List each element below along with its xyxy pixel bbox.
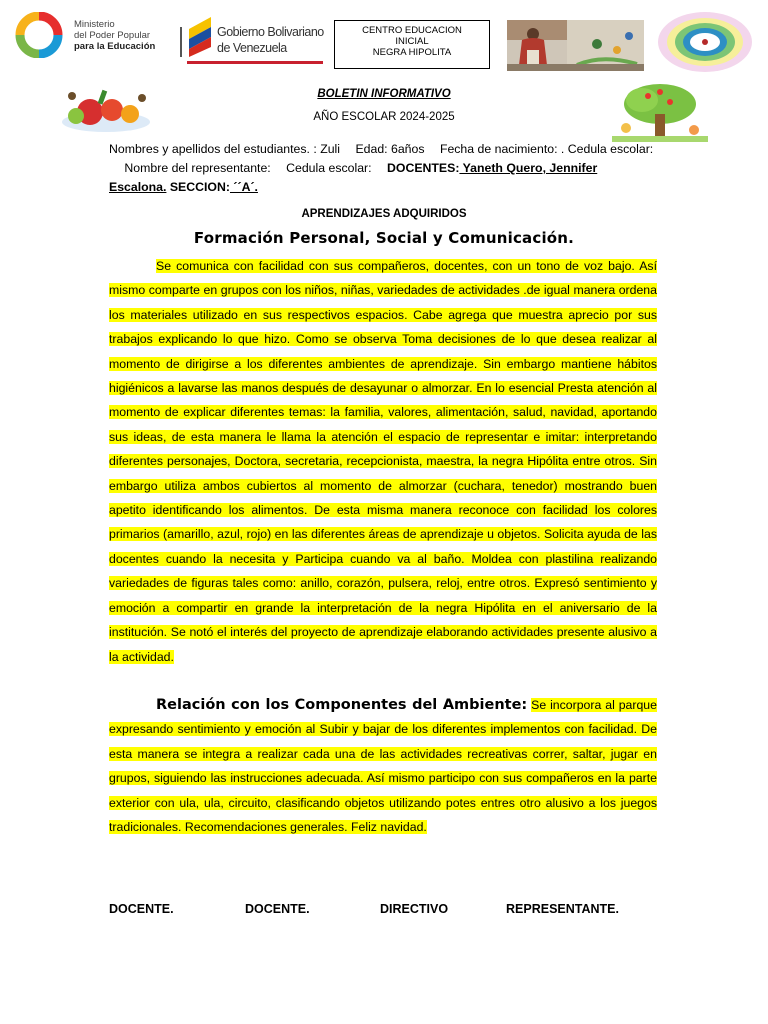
gobierno-red-bar bbox=[187, 61, 323, 64]
venezuela-flag-icon bbox=[187, 15, 213, 57]
ministerio-ring-icon bbox=[8, 12, 70, 58]
document-title: BOLETIN INFORMATIVO bbox=[317, 88, 451, 100]
area1-text: Se comunica con facilidad con sus compañeros, docentes, con un tono de voz bajo. Así mismo comparte en grupos con los niños, niñas, variedades de actividades .de igual manera ordena los materiales utilizado en sus respectivos espacios. Cabe agrega que muestra aprecio por sus trabajos explicando lo que hizo. Como se observa Toma decisiones de lo que desea realizar al momento de dirigirse a los diferentes ambientes de aprendizaje. Sin embargo mantiene hábitos higiénicos a lavarse las manos después de desayunar o almorzar. En lo esencial Presta atención al momento de explicar diferentes temas: la familia, valores, alimentación, salud, navidad, aportando sus ideas, de esta manera le llama la atención el espacio de representar e imitar: interpretando diferentes personajes, Doctora, secretaria, recepcionista, maestra, la negra Hipólita entre otros. Sin embargo utiliza ambos cubiertos al momento de almorzar (cuchara, tenedor) mostrando buen apetito identificando los alimentos. De esta misma manera reconoce con facilidad los colores primarios (amarillo, azul, rojo) en las diferentes áreas de aprendizaje u objetos. Solicita ayuda de las docentes cuando la necesita y Participa cuando va al baño. Moldea con plastilina realizando variedades de figuras tales como: anillo, corazón, pulsera, reloj, entre otros. Expresó sentimiento y emoción a compartir en grande la interpretación de la negra Hipólita en el aniversario de la institución. Se notó el interés del proyecto de aprendizaje elaborando actividades presente alusivo a la actividad. bbox=[109, 259, 657, 664]
teachers-names: Yaneth Quero, Jennifer Escalona. bbox=[109, 161, 598, 194]
school-logo bbox=[656, 10, 754, 75]
student-info bbox=[109, 140, 657, 197]
logo-divider bbox=[180, 27, 182, 57]
signature-directivo: DIRECTIVO bbox=[380, 902, 449, 916]
student-age: Edad: 6años bbox=[355, 142, 425, 156]
signature-docente-2: DOCENTE. bbox=[245, 902, 310, 916]
ministerio-line-3: para la Educación bbox=[74, 40, 156, 52]
representative-name: Nombre del representante: bbox=[124, 161, 271, 175]
section-value: ´´A´. bbox=[229, 180, 258, 194]
ministerio-line-2: del Poder Popular bbox=[74, 29, 151, 41]
school-name-line-1: CENTRO EDUCACION bbox=[362, 25, 462, 36]
area2-text: Se incorpora al parque expresando sentimiento y emoción al Subir y bajar de los diferentes implementos con facilidad. De esta manera se integra a realizar cada una de las actividades recreativas correr, saltar, jugar en grupos, siguiendo las instrucciones adecuada. Así mismo participo con sus compañeros en la parte exterior con ula, ula, circuito, clasificando objetos utilizando potes entres otro alusivo a los juegos tradicionales. Recomendaciones generales. Feliz navidad. bbox=[109, 698, 657, 835]
gobierno-logo bbox=[187, 15, 323, 67]
mural-photo bbox=[507, 20, 644, 71]
school-year: AÑO ESCOLAR 2024-2025 bbox=[313, 111, 455, 123]
ministerio-line-1: Ministerio bbox=[74, 18, 115, 30]
birth-date: Fecha de nacimiento: . Cedula escolar: bbox=[439, 142, 654, 156]
area2-heading: Relación con los Componentes del Ambiente: bbox=[156, 697, 528, 713]
school-name-line-2: INICIAL bbox=[395, 36, 429, 47]
gobierno-line-1: Gobierno Bolivariano bbox=[217, 25, 324, 39]
section-heading: APRENDIZAJES ADQUIRIDOS bbox=[301, 208, 467, 220]
signature-representante: REPRESENTANTE. bbox=[506, 902, 619, 916]
area1-heading: Formación Personal, Social y Comunicación. bbox=[193, 229, 575, 247]
signature-docente-1: DOCENTE. bbox=[109, 902, 174, 916]
student-name: Nombres y apellidos del estudiantes. : Zuli bbox=[109, 142, 341, 156]
school-name-box bbox=[334, 20, 490, 69]
area2-paragraph bbox=[109, 693, 657, 839]
gobierno-line-2: de Venezuela bbox=[217, 41, 287, 55]
teachers-label: DOCENTES: bbox=[387, 161, 460, 175]
ministerio-logo bbox=[8, 10, 178, 60]
area1-paragraph bbox=[109, 254, 657, 669]
section-label: SECCION: bbox=[169, 180, 230, 194]
student-id: Cedula escolar: bbox=[286, 161, 372, 175]
school-name-line-3: NEGRA HIPOLITA bbox=[372, 47, 452, 58]
